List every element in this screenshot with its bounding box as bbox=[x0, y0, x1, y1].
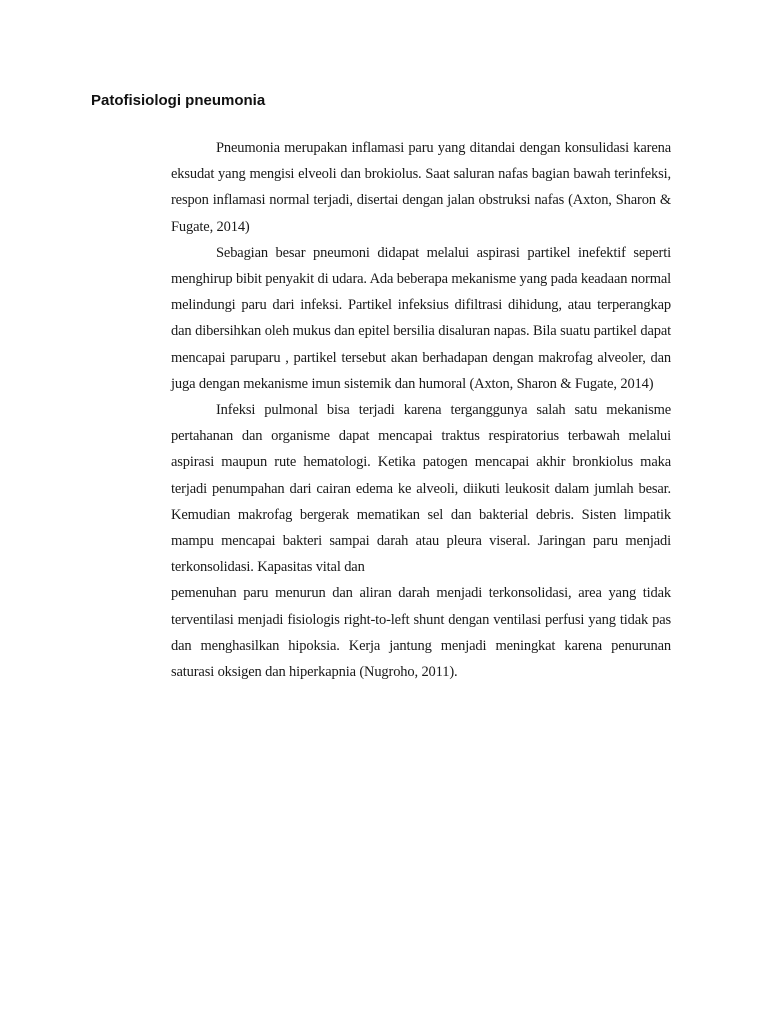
paragraph-3: Infeksi pulmonal bisa terjadi karena terganggunya salah satu mekanisme pertahanan dan organisme dapat mencapai traktus respiratorius terbawah melalui aspirasi maupun rute hematologi. Ketika patogen mencapai akhir bronkiolus maka terjadi penumpahan dari cairan edema ke alveoli, diikuti leukosit dalam jumlah besar. Kemudian makrofag bergerak mematikan sel dan bakterial debris. Sisten limpatik mampu mencapai bakteri sampai darah atau pleura viseral. Jaringan paru menjadi terkonsolidasi. Kapasitas vital dan bbox=[171, 402, 671, 576]
document-body bbox=[171, 135, 671, 685]
paragraph-1: Pneumonia merupakan inflamasi paru yang ditandai dengan konsulidasi karena eksudat yang mengisi elveoli dan brokiolus. Saat saluran nafas bagian bawah terinfeksi, respon inflamasi normal terjadi, disertai dengan jalan obstruksi nafas (Axton, Sharon & Fugate, 2014) bbox=[171, 140, 671, 235]
page-title: Patofisiologi pneumonia bbox=[91, 92, 266, 109]
paragraph-2: Sebagian besar pneumoni didapat melalui aspirasi partikel inefektif seperti menghirup bibit penyakit di udara. Ada beberapa mekanisme yang pada keadaan normal melindungi paru dari infeksi. Partikel infeksius difiltrasi dihidung, atau terperangkap dan dibersihkan oleh mukus dan epitel bersilia disaluran napas. Bila suatu partikel dapat mencapai paruparu , partikel tersebut akan berhadapan dengan makrofag alveoler, dan juga dengan mekanisme imun sistemik dan humoral (Axton, Sharon & Fugate, 2014) bbox=[171, 244, 671, 392]
paragraph-4: pemenuhan paru menurun dan aliran darah menjadi terkonsolidasi, area yang tidak terventilasi menjadi fisiologis right-to-left shunt dengan ventilasi perfusi yang tidak pas dan menghasilkan hipoksia. Kerja jantung menjadi meningkat karena penurunan saturasi oksigen dan hiperkapnia (Nugroho, 2011). bbox=[171, 585, 671, 681]
